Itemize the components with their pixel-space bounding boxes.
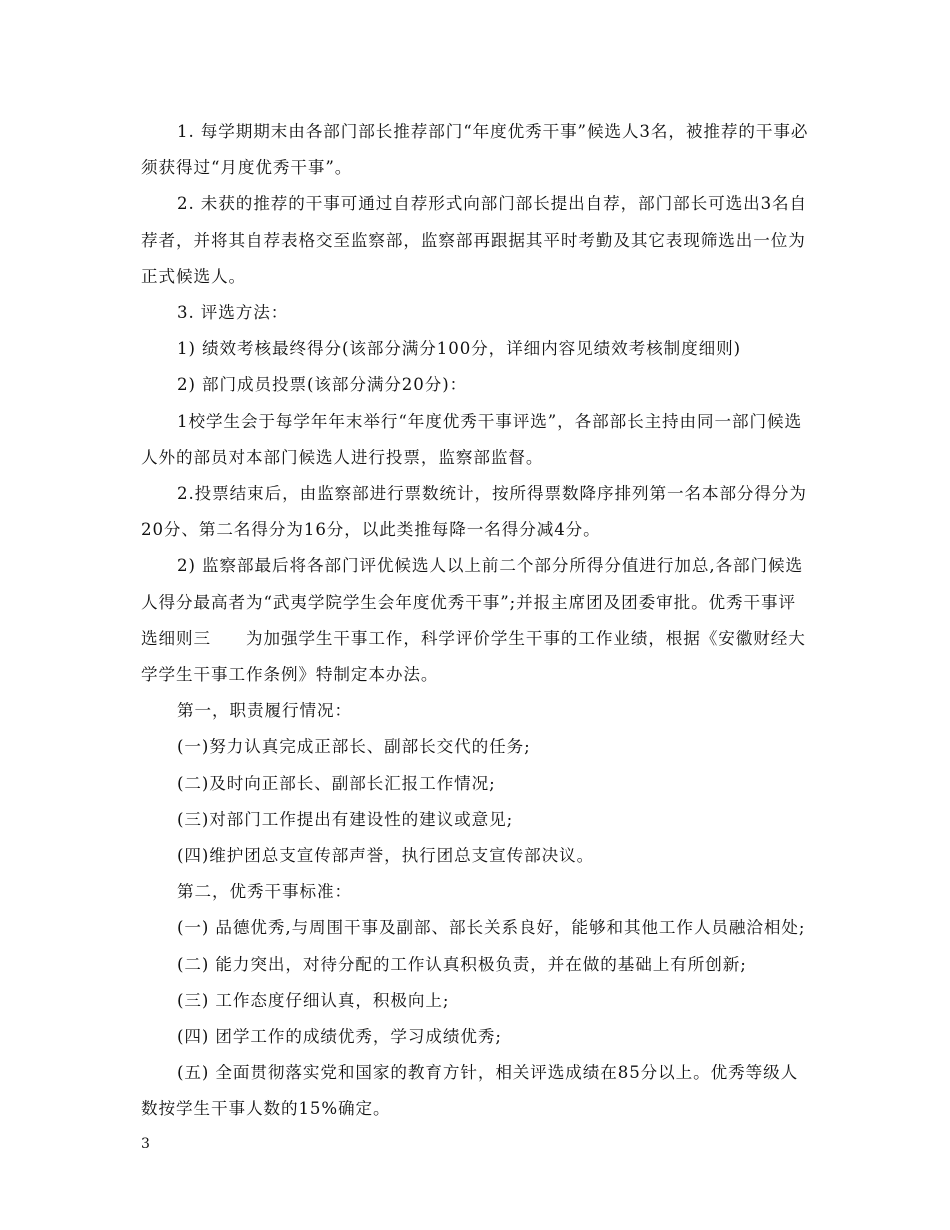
paragraph: 2.投票结束后，由监察部进行票数统计，按所得票数降序排列第一名本部分得分为20分、第二名得分为16分，以此类推每降一名得分减4分。 (141, 484, 807, 540)
page-number: 3 (141, 1136, 150, 1152)
paragraph: (二) 能力突出，对待分配的工作认真积极负责，并在做的基础上有所创新; (177, 954, 747, 974)
paragraph: (三)对部门工作提出有建设性的建议或意见; (177, 809, 514, 829)
paragraph: 第二，优秀干事标准： (177, 882, 352, 902)
paragraph: 1校学生会于每学年年末举行“年度优秀干事评选”，各部部长主持由同一部门候选人外的部员对本部门候选人进行投票，监察部监督。 (141, 411, 803, 467)
paragraph: 2) 监察部最后将各部门评优候选人以上前二个部分所得分值进行加总,各部门候选人得分最高者为“武夷学院学生会年度优秀干事”;并报主席团及团委审批。优秀干事评选细则三 为加强学生干事工作，科学评价学生干事的工作业绩，根据《安徽财经大学学生干事工作条例》特制定本办法。 (141, 556, 806, 685)
paragraph: (四)维护团总支宣传部声誉，执行团总支宣传部决议。 (177, 846, 595, 866)
paragraph: 1) 绩效考核最终得分(该部分满分100分，详细内容见绩效考核制度细则) (177, 339, 741, 359)
paragraph: (一)努力认真完成正部长、副部长交代的任务; (177, 737, 531, 757)
document-body (141, 114, 812, 1128)
paragraph: 2) 部门成员投票(该部分满分20分)： (177, 375, 468, 395)
paragraph: (二)及时向正部长、副部长汇报工作情况; (177, 773, 496, 793)
paragraph: (三) 工作态度仔细认真，积极向上; (177, 990, 450, 1010)
paragraph: 2. 未获的推荐的干事可通过自荐形式向部门部长提出自荐，部门部长可选出3名自荐者，并将其自荐表格交至监察部，监察部再跟据其平时考勤及其它表现筛选出一位为正式候选人。 (141, 194, 808, 286)
paragraph: 第一，职责履行情况： (177, 701, 352, 721)
paragraph: 3. 评选方法： (177, 303, 289, 323)
paragraph: (四) 团学工作的成绩优秀，学习成绩优秀; (177, 1027, 502, 1047)
paragraph: (五) 全面贯彻落实党和国家的教育方针，相关评选成绩在85分以上。优秀等级人数按学生干事人数的15%确定。 (141, 1063, 799, 1119)
paragraph: 1. 每学期期末由各部门部长推荐部门“年度优秀干事”候选人3名，被推荐的干事必须获得过“月度优秀干事”。 (141, 122, 809, 178)
paragraph: (一) 品德优秀,与周围干事及副部、部长关系良好，能够和其他工作人员融洽相处; (177, 918, 806, 938)
